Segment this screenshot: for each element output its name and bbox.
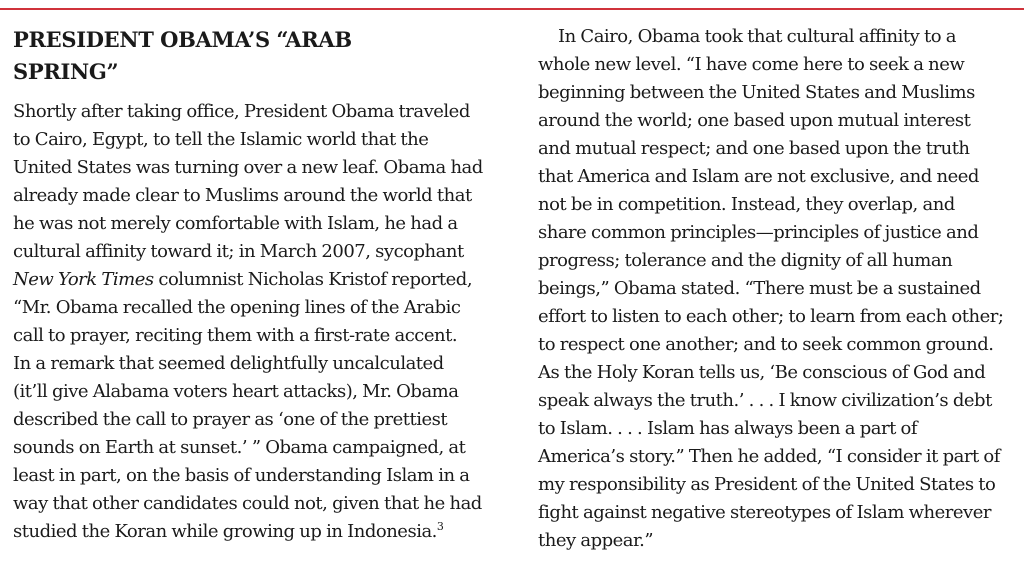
top-divider: [0, 8, 1024, 10]
text-line: they appear.”: [538, 530, 654, 551]
text-line: fight against negative stereotypes of Islam wherever: [538, 502, 991, 523]
text-line: Shortly after taking office, President Obama traveled: [13, 101, 470, 122]
left-column: [13, 24, 501, 546]
text-line: whole new level. “I have come here to seek a new: [538, 54, 965, 75]
text-line: In Cairo, Obama took that cultural affinity to a: [558, 26, 957, 47]
text-line: to Cairo, Egypt, to tell the Islamic world that the: [13, 129, 429, 150]
text-line: [13, 266, 501, 294]
text-line: In a remark that seemed delightfully uncalculated: [13, 353, 444, 374]
text-line: cultural affinity toward it; in March 2007, sycophant: [13, 241, 464, 262]
left-paragraph: [13, 98, 501, 546]
text-line: speak always the truth.’ . . . I know civilization’s debt: [538, 390, 992, 411]
right-paragraph: [538, 23, 1016, 555]
text-line: and mutual respect; and one based upon the truth: [538, 138, 970, 159]
text-line: (it’ll give Alabama voters heart attacks), Mr. Obama: [13, 381, 459, 402]
text-line: to Islam. . . . Islam has always been a part of: [538, 418, 918, 439]
text-line: beings,” Obama stated. “There must be a sustained: [538, 278, 981, 299]
text-line: not be in competition. Instead, they overlap, and: [538, 194, 955, 215]
section-heading: [13, 24, 413, 88]
text-line: that America and Islam are not exclusive, and need: [538, 166, 979, 187]
text-line: my responsibility as President of the United States to: [538, 474, 996, 495]
footnote-marker[interactable]: 3: [436, 520, 444, 533]
text-line: [13, 518, 501, 546]
text-line: progress; tolerance and the dignity of all human: [538, 250, 953, 271]
text-line: America’s story.” Then he added, “I consider it part of: [538, 446, 1000, 467]
text-line: United States was turning over a new leaf. Obama had: [13, 157, 483, 178]
heading-line: SPRING”: [13, 59, 119, 84]
text-line: least in part, on the basis of understanding Islam in a: [13, 465, 470, 486]
text-line: beginning between the United States and Muslims: [538, 82, 975, 103]
text-line: effort to listen to each other; to learn from each other;: [538, 306, 1004, 327]
text-line: to respect one another; and to seek common ground.: [538, 334, 994, 355]
text-line: As the Holy Koran tells us, ‘Be conscious of God and: [538, 362, 986, 383]
text-line: around the world; one based upon mutual interest: [538, 110, 971, 131]
publication-name: New York Times: [13, 269, 154, 290]
right-column: [538, 23, 1016, 555]
text-line: share common principles—principles of justice and: [538, 222, 979, 243]
heading-line: PRESIDENT OBAMA’S “ARAB: [13, 27, 352, 52]
text-line: call to prayer, reciting them with a first-rate accent.: [13, 325, 458, 346]
text-line: already made clear to Muslims around the world that: [13, 185, 472, 206]
text-fragment: columnist Nicholas Kristof reported,: [153, 269, 473, 290]
text-line: way that other candidates could not, given that he had: [13, 493, 482, 514]
text-line: described the call to prayer as ‘one of the prettiest: [13, 409, 448, 430]
text-line: he was not merely comfortable with Islam, he had a: [13, 213, 458, 234]
text-line: “Mr. Obama recalled the opening lines of the Arabic: [13, 297, 461, 318]
text-fragment: studied the Koran while growing up in Indonesia.: [13, 521, 437, 542]
text-line: sounds on Earth at sunset.’ ” Obama campaigned, at: [13, 437, 466, 458]
